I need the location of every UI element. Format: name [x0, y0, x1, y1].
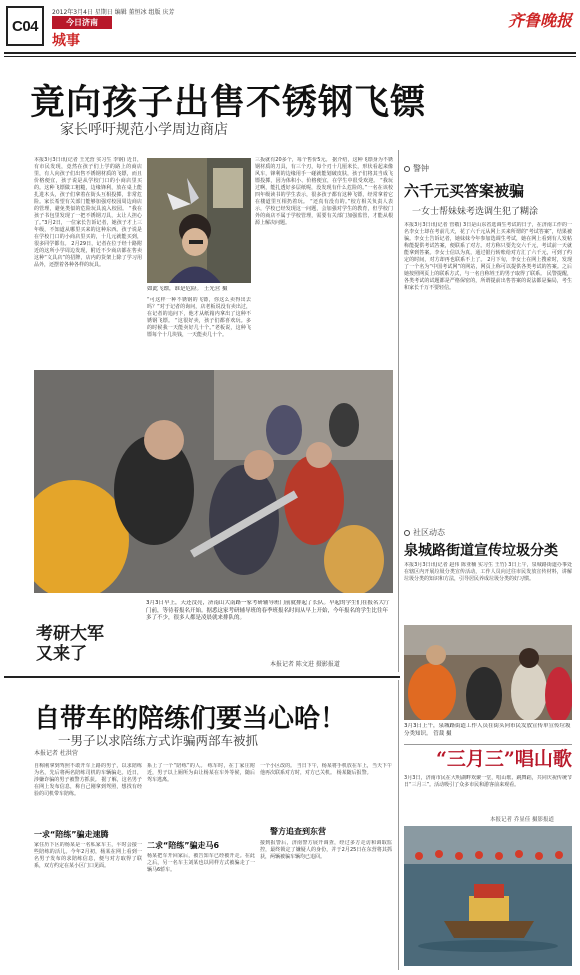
side3-rule — [404, 744, 572, 745]
crowd-photo-image — [34, 370, 393, 593]
kaoyan-headline: 考研大军 又来了 — [36, 624, 104, 664]
dart-photo-image — [147, 158, 251, 283]
community-kicker-label: 社区动态 — [413, 528, 445, 537]
garbage-headline: 泉城路街道宣传垃圾分类 — [404, 543, 558, 559]
garbage-photo — [404, 625, 572, 720]
section-title: 城事 — [52, 33, 80, 49]
second-col3: 一个小区改的。 当日下午，杨某将手机放在车上，当天下午他再次联系对方时，对方已关机。 杨某随后报警。 — [260, 763, 392, 776]
lead-col1: 本报3月3日讯(记者 王光营 实习生 李钢) 近日，有市民发现，竟然在孩子们上学的路上的商店里，有人向孩子们出售不锈钢材质的飞镖，而且价格便宜，孩子说是从学校门口的小商店里买的。这种飞镖做工粗糙，边缘锋利，放在桌上能扎进木头，孩子们拿着在街头互相投掷，非常危险。家长希望有关部门能够加强对校园周边商店的管理，避免类似的危险玩具流入校园。 “我在孩子书包里发现了一把不锈钢刀具，太让人担心了。”3月2日，一位家长告诉记者，她孩子才上三年级，不知道从哪里买来的这种东西。孩子说是在学校门口的小商店里买的，十几元就能买到，很多同学都有。 2月29日，记者在位于经十路附近的这所小学周边发现，附近不少商店都在售卖这种“文具店”的招牌，店内的货架上除了学习用品外，还摆着各种各样的玩具。 — [34, 157, 142, 268]
header-rule — [4, 52, 576, 54]
community-kicker — [404, 527, 445, 538]
second-col3b: 接到报警后，济南警方展开调查，经过多方走访和调取监控，最终锁定了嫌疑人的身份，并于2月25日在东营将其抓获，两辆被骗车辆均已追回。 — [260, 840, 392, 860]
kaoyan-credit: 本报记者 陈文进 摄影报道 — [270, 661, 340, 668]
scam-subhead: 一女士帮妹妹考选调生犯了糊涂 — [412, 207, 539, 217]
issue-meta: 2012年3月4日 星期日 编辑 董恒冰 组版 庆芳 — [52, 9, 175, 16]
scam-headline: 六千元买答案被骗 — [404, 182, 525, 200]
lead-col3: 三扳就有20多个，每个售价5元。 据介绍，这种飞镖身为不锈钢材质的刀具，有三个刃，每个刃十几厘米长，形状看起来像风车，锋利的边缘用手一碰就能划破皮肤，孩子们将其当成飞镖投掷，因为体积小、价格便宜，在学生中很受欢迎。 “我玩过啊，能扎透好多层纸呢，没发现有什么危险的。”一名在该校四年级读书的学生表示，很多孩子都有这种飞镖，经常拿着它在楼道里互相扔着玩。 “还真有没有的。”校方相关负责人表示，学校已经发现这一问题，会加强对学生的教育，但学校门外的商店不属于学校管理，需要有关部门加强监管，才能从根源上解决问题。 — [255, 157, 393, 226]
column-divider-lower — [398, 680, 399, 970]
jingzhong-kicker-label: 警钟 — [413, 164, 429, 173]
lead-headline: 竟向孩子出售不锈钢飞镖 — [30, 82, 427, 123]
second-headline: 自带车的陪练们要当心哈！ — [34, 704, 347, 734]
dart-photo-caption: 如此飞镖，谁是危险。 王光营 摄 — [147, 286, 228, 292]
shange-headline: “三月三”唱山歌 — [436, 748, 572, 770]
newspaper-brand: 齐鲁晚报 — [507, 11, 572, 30]
second-subhead1: 一求“陪练”骗走速腾 — [34, 830, 109, 839]
section-tag: 今日济南 — [52, 16, 112, 29]
dart-photo — [147, 158, 251, 283]
column-divider — [398, 150, 399, 672]
second-col1: 自称刚拿到驾照不敢开车上路的男子，以求陪练为名，先后将两名陪练司机的车辆骗走。近日，涉嫌诈骗的男子被警方抓获。 据了解，这名男子在网上发布信息，称自己刚拿到驾照，想找有经验的司机带车陪练。 — [34, 763, 142, 797]
circle-icon — [404, 530, 410, 536]
second-story-rule — [4, 676, 400, 678]
shange-photo-image — [404, 826, 572, 966]
page-code: C04 — [6, 6, 44, 46]
second-subhead: 一男子以求陪练方式诈骗两部车被抓 — [58, 733, 259, 748]
garbage-body: 本报3月3日讯(记者 赵伟 陈亚楠 实习生 王竹) 3日上午，泉城路街道办事处在辖区内开展垃圾分类宣传活动，工作人员向过往市民发放宣传材料，讲解垃圾分类的知识和方法，引导居民养成垃圾分类的好习惯。 — [404, 562, 572, 582]
circle-icon — [404, 166, 410, 172]
second-byline: 本报记者 杜洪营 — [34, 750, 78, 757]
garbage-photo-image — [404, 625, 572, 720]
lead-col2: “可这样一种不锈钢的飞镖，你这么卖得出去吗？”对于记者的询问，店老板说没有卖出过，在记者的追问下，他才从纸箱内拿出了这种不锈钢飞镖。 “这很好卖，孩子们都喜欢玩。多的时候我一天能卖好几十个。”老板说，这种飞镖每个十几块钱，一天能卖几十个。 — [147, 297, 251, 338]
shange-body: 3月3日，济南市民在大明湖畔欢聚一堂，唱山歌、跳舞蹈，共同庆祝传统节日“三月三”。活动吸引了众多市民和游客前来观看。 — [404, 775, 572, 788]
second-subhead3: 警方追查到东营 — [270, 827, 326, 836]
header-rule-thin — [4, 56, 576, 57]
lead-subhead: 家长呼吁规范小学周边商店 — [60, 122, 228, 138]
kaoyan-photo-caption: 3月3日早上，天还没亮，济南山大南路一家考研辅导班门前就排起了长队。早起的学生们在报名大厅门前，等待着报名开始。据悉这家考研辅导班的春季班报名时间从早上开始，今年报名的学生比往年多了不少，很多人都是凌晨就来排队的。 — [146, 600, 390, 621]
jingzhong-kicker — [404, 163, 429, 174]
second-col2: 系上了一个“陪练”的人。 练车时，在丁家庄附近，男子以上厕所为由让杨某在车外等候，随后驾车逃离。 — [147, 763, 255, 783]
kaoyan-crowd-photo — [34, 370, 393, 593]
second-col2b: 杨某把车开回家后，被告知车已经被开走。在此之后，另一名车主刘某也以同样方式被骗走了一辆马6轿车。 — [147, 853, 255, 873]
garbage-photo-caption: 3月3日上午，泉城路街道工作人员在街头向市民发放宣传单宣传垃圾分类知识。 管裁 摄 — [404, 723, 571, 737]
second-col1b: 家住历下区的杨某是一名私家车主，平时会接一些陪练的活儿。今年2月初，杨某在网上看到一名男子发布的求陪练信息，便与对方取得了联系，双方约定在某小区门口见面。 — [34, 842, 142, 869]
scam-body: 本报3月3日讯(记者 管敬) 3日是山东省选调生考试的日子，在济南工作的一名李女士却在考前几天，花了六千元从网上买来所谓的“考试答案”，结果被骗。李女士告诉记者，她妹妹今年参加选调生考试，她在网上看到有人发帖称能提供考试答案，便联系了对方。对方称只要先交六千元，考试前一天就能拿到答案。李女士信以为真，通过银行转账给对方汇了六千元，可到了约定的时间，对方却再也联系不上了。 2月下旬，李女士在网上搜索时，发现了一个名为“中国考试网”的网站，网页上称可以提供各类考试的答案。之后她按照网页上的联系方式，与一名自称姓王的男子取得了联系。 民警提醒，各类考试的试题都是严格保密的，所谓提前出售答案的说法都是骗局，考生和家长千万不要轻信。 — [404, 222, 572, 291]
shange-photo — [404, 826, 572, 966]
shange-credit: 本报记者 乔显佳 摄影报道 — [490, 817, 554, 823]
second-subhead2: 二求“陪练”骗走马6 — [147, 841, 220, 850]
